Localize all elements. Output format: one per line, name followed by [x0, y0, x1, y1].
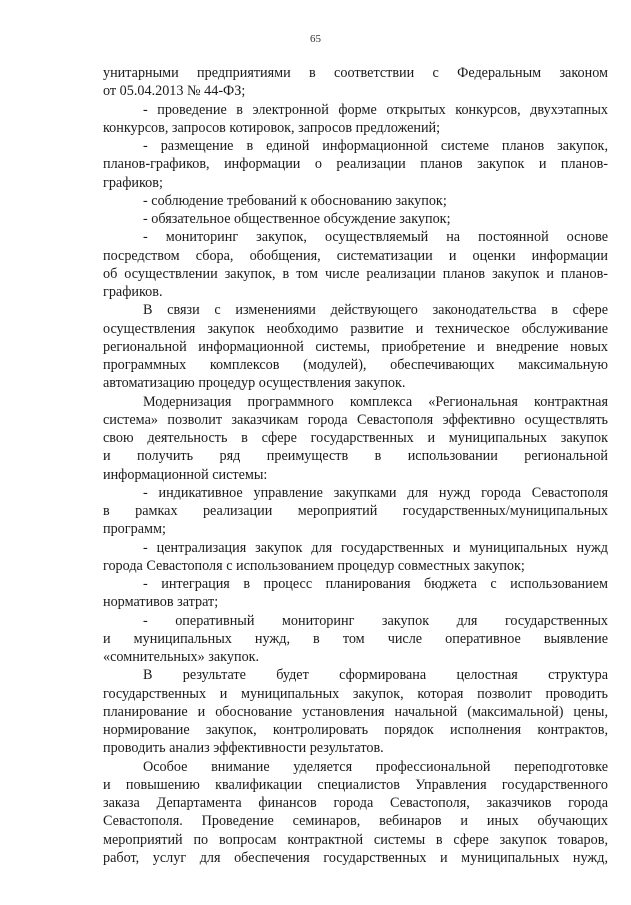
text-line: региональной информационной системы, приобретение и внедрение новых — [103, 338, 608, 355]
text-line: - соблюдение требований к обоснованию закупок; — [143, 192, 447, 209]
text-line: - оперативный мониторинг закупок для государственных — [143, 612, 608, 629]
text-line: система» позволит заказчикам города Севастополя эффективно осуществлять — [103, 411, 608, 428]
text-line: В связи с изменениями действующего законодательства в сфере — [143, 302, 608, 319]
text-line: нормирование закупок, контролировать порядок исполнения контрактов, — [103, 722, 608, 738]
text-line: графиков. — [103, 284, 163, 300]
text-line: программ; — [103, 521, 166, 538]
text-line: - интеграция в процесс планирования бюджета с использованием — [143, 576, 608, 592]
text-line: унитарными предприятиями в соответствии с Федеральным законом — [103, 65, 608, 81]
text-line: автоматизацию процедур осуществления закупок. — [103, 375, 406, 392]
text-line: В результате будет сформирована целостная структура — [143, 667, 608, 684]
text-line: Особое внимание уделяется профессиональной переподготовке — [143, 758, 608, 775]
text-line: - централизация закупок для государственных и муниципальных нужд — [143, 539, 608, 556]
text-line: планов-графиков, информации о реализации планов закупок и планов- — [103, 156, 608, 173]
text-line: проводить анализ эффективности результатов. — [103, 740, 384, 757]
text-line: государственных и муниципальных закупок, которая позволит проводить — [103, 685, 608, 702]
text-line: Модернизация программного комплекса «Региональная контрактная — [143, 393, 608, 410]
text-line: в рамках реализации мероприятий государственных/муниципальных — [103, 503, 608, 519]
text-line: планирование и обоснование установления начальной (максимальной) цены, — [103, 703, 608, 720]
text-line: - размещение в единой информационной системе планов закупок, — [143, 138, 608, 154]
text-line: - обязательное общественное обсуждение закупок; — [143, 211, 451, 227]
text-line: мероприятий по вопросам контрактной системы в сфере закупок товаров, — [103, 831, 608, 848]
text-line: конкурсов, запросов котировок, запросов предложений; — [103, 119, 441, 136]
text-line: программных комплексов (модулей), обеспечивающих максимальную — [103, 357, 608, 373]
text-line: от 05.04.2013 № 44-ФЗ; — [103, 83, 246, 100]
text-line: информационной системы: — [103, 466, 268, 483]
text-line: посредством сбора, обобщения, систематизации и оценки информации — [103, 247, 608, 264]
text-line: - индикативное управление закупками для нужд города Севастополя — [143, 484, 608, 501]
text-line: об осуществлении закупок, в том числе реализации планов закупок и планов- — [103, 265, 608, 282]
text-line: и повышению квалификации специалистов Управления государственного — [103, 776, 608, 793]
text-line: графиков; — [103, 174, 163, 191]
text-line: осуществления закупок необходимо развитие и техническое обслуживание — [103, 320, 608, 337]
page-number: 65 — [310, 33, 321, 45]
text-line: города Севастополя с использованием процедур совместных закупок; — [103, 557, 525, 574]
text-line: заказа Департамента финансов города Севастополя, заказчиков города — [103, 795, 608, 811]
text-line: работ, услуг для обеспечения государственных и муниципальных нужд, — [103, 849, 608, 866]
text-line: Севастополя. Проведение семинаров, вебинаров и иных обучающих — [103, 813, 608, 830]
text-line: - проведение в электронной форме открытых конкурсов, двухэтапных — [143, 101, 608, 118]
text-line: и получить ряд преимуществ в использовании региональной — [103, 448, 608, 465]
text-line: свою деятельность в сфере государственных и муниципальных закупок — [103, 430, 608, 446]
text-line: нормативов затрат; — [103, 594, 219, 611]
text-line: и муниципальных нужд, в том числе оперативное выявление — [103, 630, 608, 647]
text-line: «сомнительных» закупок. — [103, 649, 260, 665]
text-line: - мониторинг закупок, осуществляемый на постоянной основе — [143, 229, 608, 246]
